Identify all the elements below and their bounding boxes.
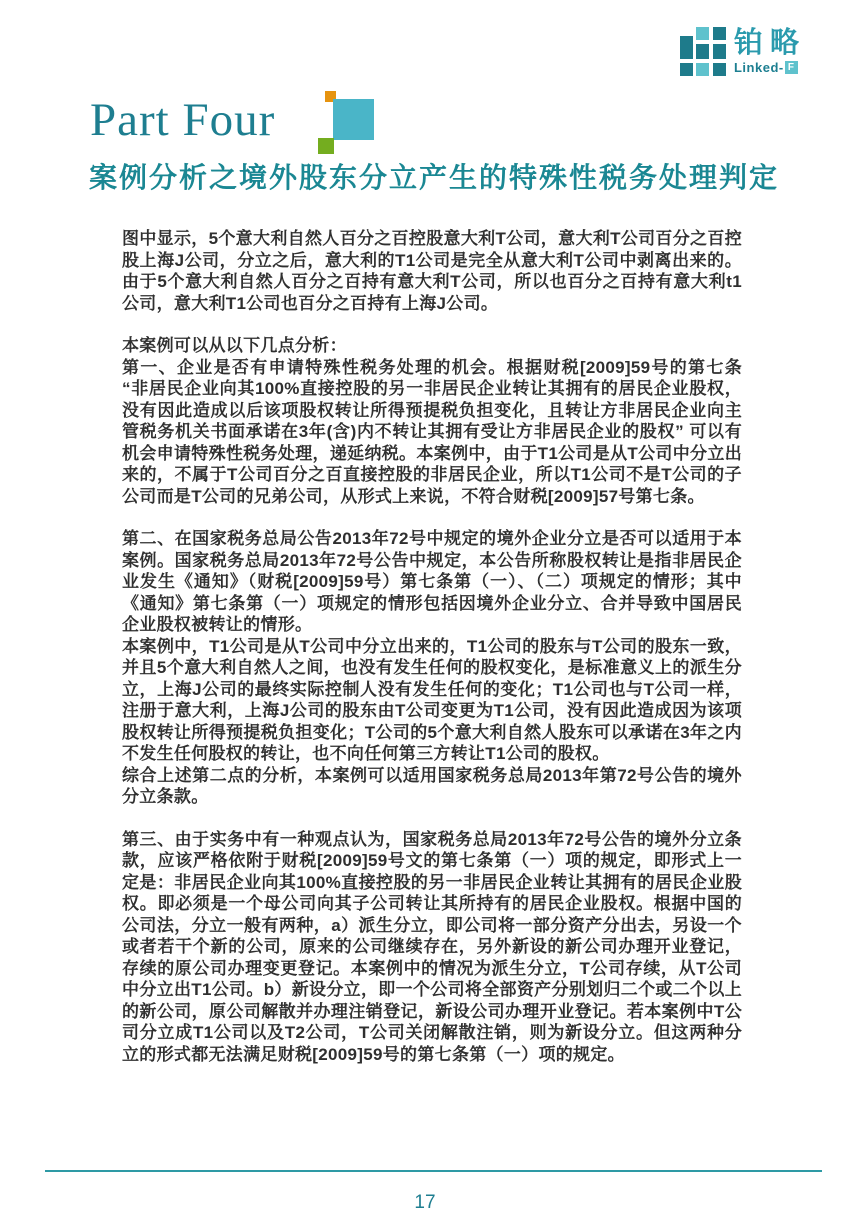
- paragraph-point-two: 第二、在国家税务总局公告2013年72号中规定的境外企业分立是否可以适用于本案例。国家税务总局2013年72号公告中规定，本公告所称股权转让是指非居民企业发生《通知》（财税[2009]59号）第七条第（一）、（二）项规定的情形；其中《通知》第七条第（一）项规定的情形包括因境外企业分立、合并导致中国居民企业股权被转让的情形。: [122, 529, 742, 634]
- linked-f-logo-icon: [680, 27, 726, 76]
- paragraph-point-one: 第一、企业是否有申请特殊性税务处理的机会。根据财税[2009]59号的第七条 “非居民企业向其100%直接控股的另一非居民企业转让其拥有的居民企业股权，没有因此造成以后该项股权转让所得预提税负担变化，且转让方非居民企业向主管税务机关书面承诺在3年(含)内不转让其拥有受让方非居民企业的股权” 可以有机会申请特殊性税务处理，递延纳税。本案例中，由于T1公司是从T公司中分立出来的，不属于T公司百分之百直接控股的非居民企业，所以T1公司不是T公司的子公司而是T公司的兄弟公司，从形式上来说，不符合财税[2009]57号第七条。: [122, 357, 742, 506]
- page-number: 17: [414, 1192, 436, 1213]
- paragraph-point-two-case: 本案例中，T1公司是从T公司中分立出来的，T1公司的股东与T公司的股东一致，并且5个意大利自然人之间，也没有发生任何的股权变化，是标准意义上的派生分立，上海J公司的最终实际控制人没有发生任何的变化；T1公司也与T公司一样，注册于意大利，上海J公司的股东由T公司变更为T1公司，没有因此造成因为该项股权转让所得预提税负担变化；T公司的5个意大利自然人股东可以承诺在3年之内不发生任何股权的转让，也不向任何第三方转让T1公司的股权。: [122, 636, 742, 763]
- logo-square: [713, 27, 726, 40]
- logo-square: [696, 44, 709, 59]
- deco-square-green: [318, 138, 334, 154]
- logo-square: [696, 27, 709, 40]
- paragraph-point-two-conclusion: 综合上述第二点的分析，本案例可以适用国家税务总局2013年第72号公告的境外分立条款。: [122, 765, 742, 806]
- logo-square: [696, 63, 709, 76]
- paragraph-point-three: 第三、由于实务中有一种观点认为，国家税务总局2013年72号公告的境外分立条款，应该严格依附于财税[2009]59号文的第七条第（一）项的规定，即形式上一定是：非居民企业向其100%直接控股的另一非居民企业转让其拥有的居民企业股权。即必须是一个母公司向其子公司转让其所持有的居民企业股权。根据中国的公司法，分立一般有两种，a）派生分立，即公司将一部分资产分出去，另设一个或者若干个新的公司，原来的公司继续存在，另外新设的新公司办理开业登记，存续的原公司办理变更登记。本案例中的情况为派生分立，T公司存续，从T公司中分立出T1公司。b）新设分立，即一个公司将全部资产分别划归二个或二个以上的新公司，原公司解散并办理注销登记，新设公司办理开业登记。若本案例中T公司分立成T1公司以及T2公司，T公司关闭解散注销，则为新设分立。但这两种分立的形式都无法满足财税[2009]59号的第七条第（一）项的规定。: [122, 829, 742, 1064]
- brand-en-prefix: Linked-: [733, 60, 784, 75]
- decorative-squares: [316, 91, 386, 161]
- footer-divider: [45, 1170, 822, 1172]
- paragraph-analysis-lead: 本案例可以从以下几点分析：: [122, 336, 347, 355]
- logo-square: [713, 63, 726, 76]
- deco-square-blue: [333, 99, 374, 140]
- brand-name-cn: 铂略: [733, 27, 806, 59]
- logo-square: [713, 44, 726, 59]
- paragraph-intro: 图中显示，5个意大利自然人百分之百控股意大利T公司，意大利T公司百分之百控股上海J公司，分立之后，意大利的T1公司是完全从意大利T公司中剥离出来的。由于5个意大利自然人百分之百持有意大利T公司，所以也百分之百持有意大利t1公司，意大利T1公司也百分之百持有上海J公司。: [122, 229, 742, 313]
- brand-name-en: [734, 60, 806, 75]
- brand-en-f-badge: F: [785, 61, 798, 74]
- part-label: Part Four: [90, 94, 276, 146]
- logo-square: [680, 63, 693, 76]
- brand-logo: [680, 27, 806, 76]
- logo-square: [680, 36, 693, 59]
- body-content: [122, 228, 742, 1065]
- brand-text: [734, 27, 806, 75]
- page-title: 案例分析之境外股东分立产生的特殊性税务处理判定: [89, 161, 780, 194]
